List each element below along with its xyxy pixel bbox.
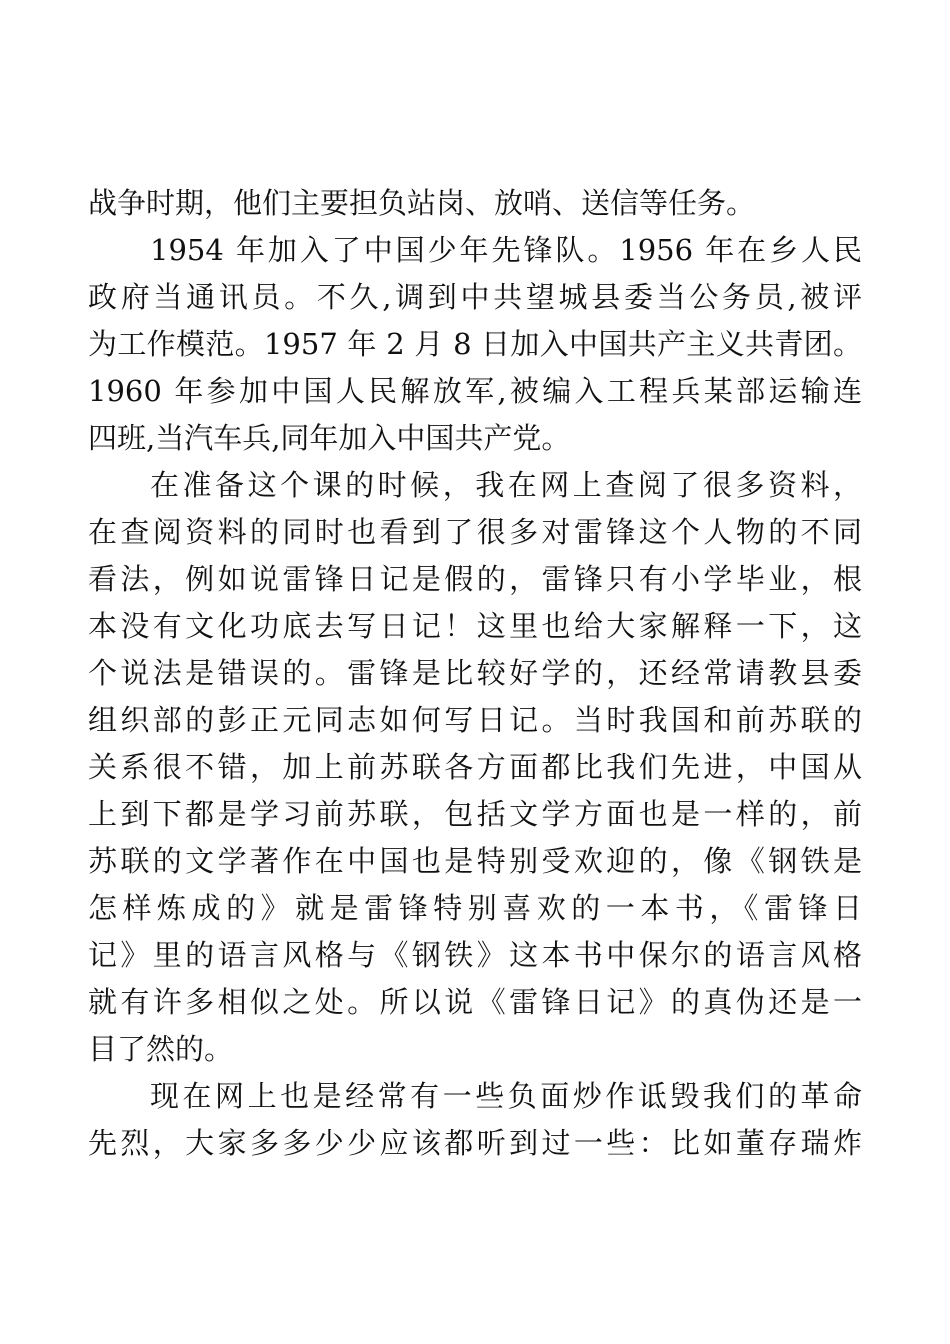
text-line: 为工作模范。1957 年 2 月 8 日加入中国共产主义共青团。 [88,327,862,361]
text-line: 战争时期，他们主要担负站岗、放哨、送信等任务。 [88,186,756,220]
text-line: 政府当通讯员。不久,调到中共望城县委当公务员,被评 [88,280,862,314]
text-line: 四班,当汽车兵,同年加入中国共产党。 [88,421,571,455]
text-line: 苏联的文学著作在中国也是特别受欢迎的，像《钢铁是 [88,844,862,878]
text-line: 看法，例如说雷锋日记是假的，雷锋只有小学毕业，根 [88,562,862,596]
text-line: 上到下都是学习前苏联，包括文学方面也是一样的，前 [88,797,862,831]
text-line: 现在网上也是经常有一些负面炒作诋毁我们的革命 [150,1079,862,1113]
text-line: 记》里的语言风格与《钢铁》这本书中保尔的语言风格 [88,938,862,972]
text-line: 目了然的。 [88,1032,234,1066]
text-line: 1954 年加入了中国少年先锋队。1956 年在乡人民 [150,233,862,267]
text-line: 在准备这个课的时候，我在网上查阅了很多资料， [150,468,862,502]
text-line: 本没有文化功底去写日记！这里也给大家解释一下，这 [88,609,862,643]
text-line: 先烈，大家多多少少应该都听到过一些：比如董存瑞炸 [88,1126,862,1160]
document-body [88,180,862,1167]
text-line: 在查阅资料的同时也看到了很多对雷锋这个人物的不同 [88,515,862,549]
text-line: 1960 年参加中国人民解放军,被编入工程兵某部运输连 [88,374,862,408]
text-line: 组织部的彭正元同志如何写日记。当时我国和前苏联的 [88,703,862,737]
text-line: 关系很不错，加上前苏联各方面都比我们先进，中国从 [88,750,862,784]
text-line: 怎样炼成的》就是雷锋特别喜欢的一本书，《雷锋日 [88,891,862,925]
text-line: 个说法是错误的。雷锋是比较好学的，还经常请教县委 [88,656,862,690]
text-line: 就有许多相似之处。所以说《雷锋日记》的真伪还是一 [88,985,862,1019]
